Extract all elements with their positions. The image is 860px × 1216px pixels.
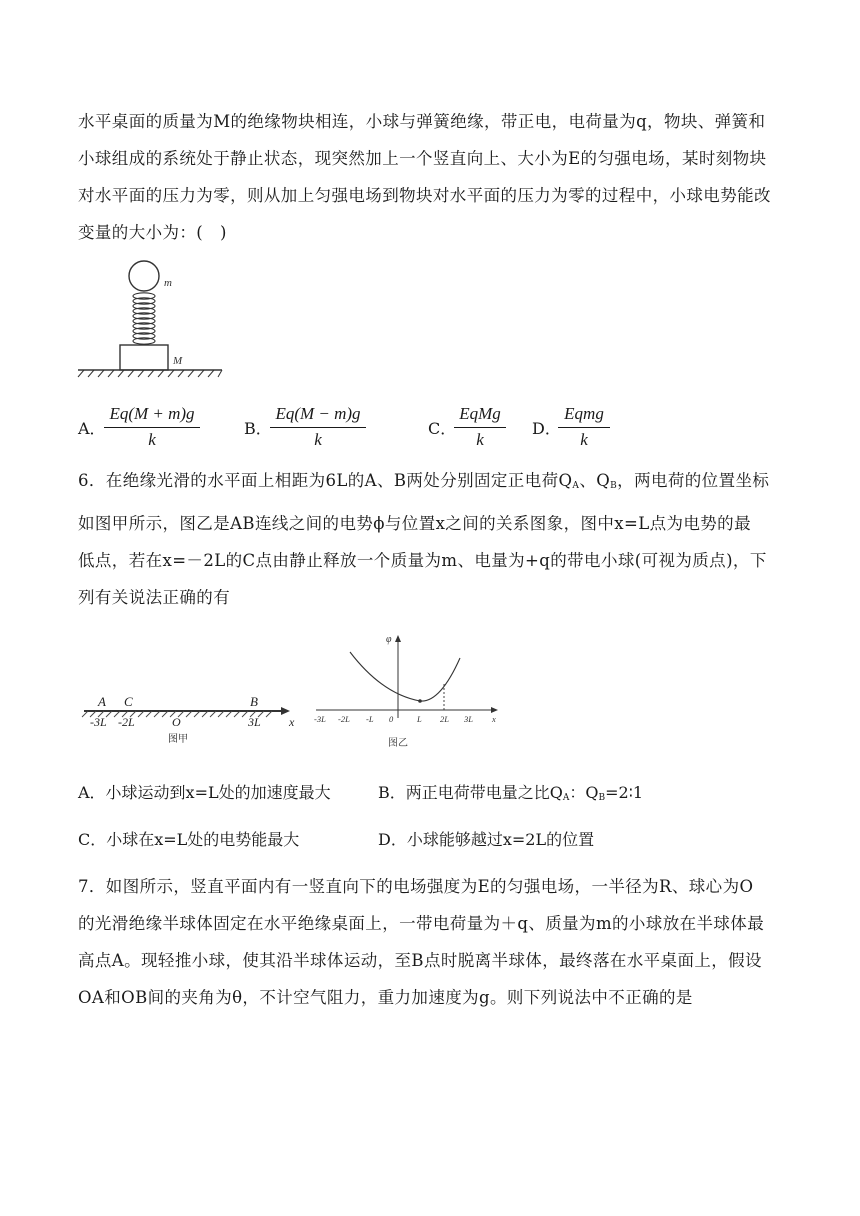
q5-spring-figure <box>74 256 234 384</box>
option-c-numerator: EqMg <box>454 404 506 428</box>
q6-figure-yi <box>310 630 510 752</box>
q6-line-3: 低点，若在x=－2L的C点由静止释放一个质量为m、电量为+q的带电小球(可视为质点)，下 <box>78 551 767 570</box>
q7-line-3: 高点A。现轻推小球，使其沿半球体运动，至B点时脱离半球体，最终落在水平桌面上，假设 <box>78 951 762 970</box>
option-a-denominator: k <box>148 430 156 449</box>
yi-tick-0: 0 <box>389 714 394 724</box>
yi-potential-curve <box>350 652 460 701</box>
yi-tick-3L: 3L <box>464 714 473 724</box>
jia-point-B: B <box>250 694 258 709</box>
q5-stem <box>78 103 786 251</box>
q5-line-1: 水平桌面的质量为M的绝缘物块相连，小球与弹簧绝缘，带正电，电荷量为q，物块、弹簧和 <box>78 112 766 131</box>
option-b-denominator: k <box>314 430 322 449</box>
q6-option-a[interactable]: A．小球运动到x=L处的加速度最大 <box>78 783 331 802</box>
option-a-numerator: Eq(M + m)g <box>104 404 200 428</box>
q6-line-2: 如图甲所示，图乙是AB连线之间的电势ϕ与位置x之间的关系图象，图中x=L点为电势的最 <box>78 514 751 533</box>
jia-axis-arrow <box>281 707 290 715</box>
jia-point-C: C <box>124 694 133 709</box>
q7-line-2: 的光滑绝缘半球体固定在水平绝缘桌面上，一带电荷量为＋q、质量为m的小球放在半球体最 <box>78 914 765 933</box>
option-c-denominator: k <box>476 430 484 449</box>
q6-line-4: 列有关说法正确的有 <box>78 588 231 607</box>
jia-axis-label: x <box>289 715 295 729</box>
q5-option-b-label[interactable]: B． <box>244 419 272 438</box>
yi-min-point <box>418 699 422 703</box>
jia-tick-neg3L: -3L <box>90 715 107 729</box>
block-label: M <box>173 355 183 367</box>
option-d-denominator: k <box>580 430 588 449</box>
q6-figure-jia <box>78 690 308 750</box>
q5-option-d-label[interactable]: D． <box>532 419 561 438</box>
q5-line-2: 小球组成的系统处于静止状态，现突然加上一个竖直向上、大小为E的匀强电场，某时刻物块 <box>78 149 767 168</box>
yi-tick-neg3L: -3L <box>314 714 326 724</box>
yi-y-arrow <box>395 635 401 642</box>
q5-option-c-fraction[interactable] <box>454 404 506 450</box>
yi-x-label: x <box>492 714 496 724</box>
yi-tick-negL: -L <box>366 714 374 724</box>
yi-y-label: φ <box>386 634 392 645</box>
q5-option-b-fraction[interactable] <box>270 404 366 450</box>
q5-option-c-label[interactable]: C． <box>428 419 457 438</box>
ground-hatching <box>78 370 222 377</box>
q6-option-d[interactable]: D．小球能够越过x=2L的位置 <box>378 830 595 849</box>
q7-line-1: 7．如图所示，竖直平面内有一竖直向下的电场强度为E的匀强电场，一半径为R、球心为O <box>78 877 754 896</box>
q6-option-b[interactable]: B．两正电荷带电量之比QA：QB=2∶1 <box>378 783 644 803</box>
jia-tick-3L: 3L <box>248 715 261 729</box>
q5-option-d-fraction[interactable] <box>558 404 610 450</box>
jia-tick-neg2L: -2L <box>118 715 135 729</box>
q6-option-c[interactable]: C．小球在x=L处的电势能最大 <box>78 830 300 849</box>
q6-line-1: 6．在绝缘光滑的水平面上相距为6L的A、B两处分别固定正电荷QA、QB，两电荷的位置坐标 <box>78 471 770 491</box>
ball-shape <box>129 261 159 291</box>
q5-line-4: 变量的大小为：( ) <box>78 223 227 242</box>
jia-caption: 图甲 <box>168 734 188 745</box>
jia-point-A: A <box>98 694 106 709</box>
yi-tick-neg2L: -2L <box>338 714 350 724</box>
q5-option-a-fraction[interactable] <box>104 404 200 450</box>
q5-option-a-label[interactable]: A． <box>78 419 106 438</box>
yi-caption: 图乙 <box>388 738 408 749</box>
yi-tick-L: L <box>417 714 422 724</box>
q6-stem <box>78 462 786 616</box>
option-b-numerator: Eq(M − m)g <box>270 404 366 428</box>
ball-label: m <box>164 277 172 289</box>
q7-line-4: OA和OB间的夹角为θ，不计空气阻力，重力加速度为g。则下列说法中不正确的是 <box>78 988 693 1007</box>
yi-x-arrow <box>491 707 498 713</box>
jia-point-O: O <box>172 715 181 729</box>
spring-shape <box>133 293 155 344</box>
option-d-numerator: Eqmg <box>558 404 610 428</box>
yi-tick-2L: 2L <box>440 714 449 724</box>
q7-stem <box>78 868 786 1016</box>
block-shape <box>120 345 168 370</box>
q5-line-3: 对水平面的压力为零，则从加上匀强电场到物块对水平面的压力为零的过程中，小球电势能改 <box>78 186 771 205</box>
